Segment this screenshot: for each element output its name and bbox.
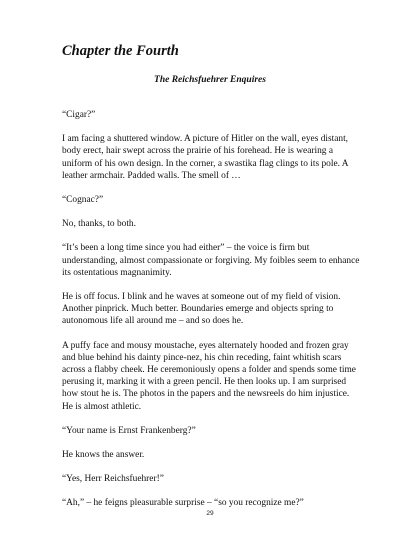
paragraph-3: “Cognac?” [62, 195, 104, 206]
paragraph-8: “Your name is Ernst Frankenberg?” [62, 425, 196, 436]
paragraph-9: He knows the answer. [62, 450, 145, 461]
paragraph-6: He is off focus. I blink and he waves at someone out of my field of vision. Another pinprick. Much better. Boundaries emerge and objects spring to autonomous life all around me – and so does he. [62, 292, 341, 327]
paragraph-1: “Cigar?” [62, 110, 96, 120]
paragraph-10: “Yes, Herr Reichsfuehrer!” [62, 474, 164, 485]
chapter-subtitle: The Reichsfuehrer Enquires [154, 75, 266, 85]
paragraph-4: No, thanks, to both. [62, 219, 136, 230]
paragraph-2: I am facing a shuttered window. A picture of Hitler on the wall, eyes distant, body erect, hair swept across the prairie of his forehead. He is wearing a uniform of his own design. In the corner, a swastika flag clings to its pole. A leather armchair. Padded walls. The smell of … [62, 134, 349, 181]
paragraph-5: “It’s been a long time since you had either” – the voice is firm but understanding, almost compassionate or forgiving. My foibles seem to enhance its ostentatious magnanimity. [62, 243, 360, 278]
chapter-title: Chapter the Fourth [62, 43, 179, 59]
page-number: 29 [206, 510, 214, 517]
paragraph-7: A puffy face and mousy moustache, eyes alternately hooded and frozen gray and blue behind his dainty pince-nez, his chin receding, faint whitish scars across a flabby cheek. He ceremoniously opens a folder and spends some time perusing it, marking it with a green pencil. He then looks up. I am surprised how stout he is. The photos in the papers and the newsreels do him injustice. He is almost athletic. [62, 340, 356, 412]
chapter-body [62, 109, 362, 522]
paragraph-11: “Ah,” – he feigns pleasurable surprise – “so you recognize me?” [62, 498, 304, 509]
